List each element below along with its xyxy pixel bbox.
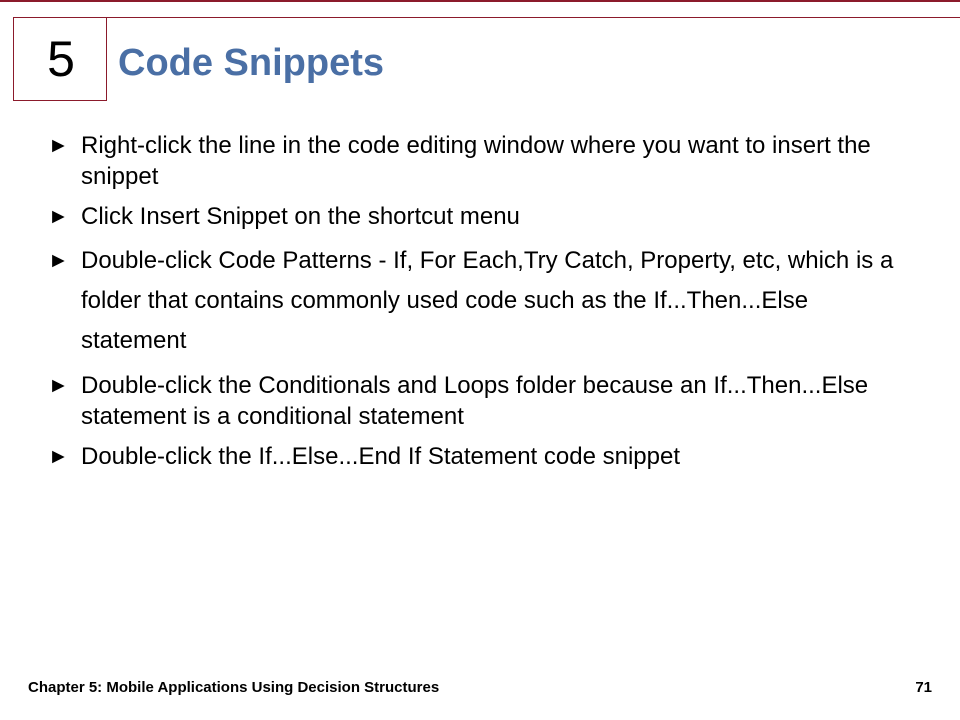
- bullet-text: Double-click the Conditionals and Loops folder because an If...Then...Else statement is a conditional statement: [81, 372, 869, 430]
- footer-chapter-label: Chapter 5: Mobile Applications Using Decision Structures: [28, 679, 440, 696]
- bullet-item: [48, 241, 898, 361]
- title-rule: [107, 17, 960, 18]
- bullet-arrow-icon: ►: [48, 249, 69, 272]
- bullet-item: [48, 370, 898, 432]
- bullet-item: [48, 441, 898, 472]
- bullet-arrow-icon: ►: [48, 205, 69, 228]
- top-border-line: [0, 0, 960, 2]
- slide-title: Code Snippets: [118, 42, 385, 84]
- bullet-text: Click Insert Snippet on the shortcut menu: [81, 203, 520, 230]
- chapter-number: 5: [47, 31, 75, 87]
- bullet-list: [48, 130, 898, 481]
- bullet-item: [48, 201, 898, 232]
- bullet-arrow-icon: ►: [48, 445, 69, 468]
- footer-page-number: 71: [915, 679, 932, 696]
- bullet-text: Double-click Code Patterns - If, For Each,Try Catch, Property, etc, which is a folder that contains commonly used code such as the If...Then...Else statement: [81, 247, 894, 354]
- bullet-arrow-icon: ►: [48, 134, 69, 157]
- bullet-item: [48, 130, 898, 192]
- bullet-text: Double-click the If...Else...End If Statement code snippet: [81, 443, 680, 470]
- bullet-text: Right-click the line in the code editing window where you want to insert the snippet: [81, 132, 871, 190]
- bullet-arrow-icon: ►: [48, 374, 69, 397]
- chapter-number-box: [13, 17, 107, 101]
